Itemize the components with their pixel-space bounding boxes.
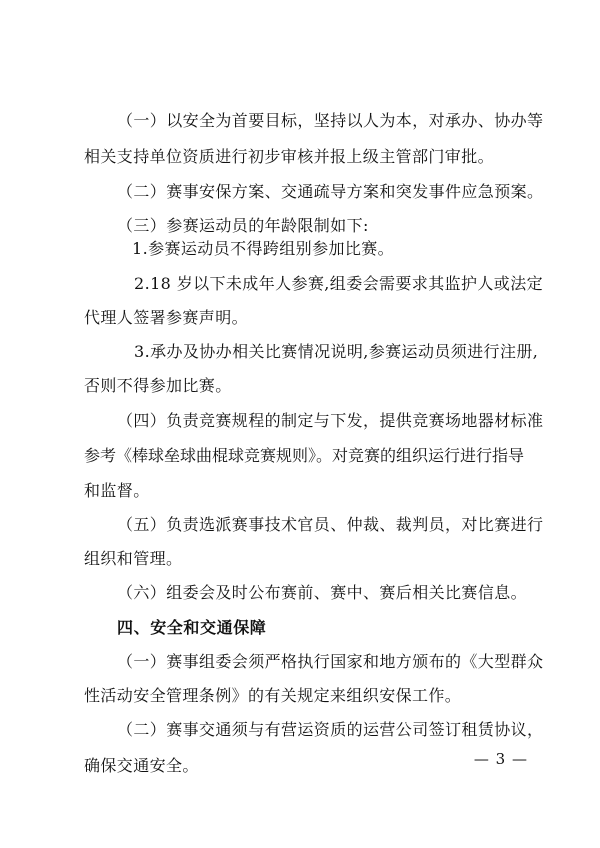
- paragraph-six-line-1: （六）组委会及时公布赛前、赛中、赛后相关比赛信息。: [117, 583, 528, 602]
- security-paragraph-line-2: 性活动安全管理条例》的有关规定来组织安保工作。: [84, 686, 462, 705]
- traffic-paragraph-line-1: （二）赛事交通须与有营运资质的运营公司签订租赁协议，: [117, 720, 544, 739]
- paragraph-four-line-1: （四）负责竞赛规程的制定与下发，提供竞赛场地器材标准: [117, 411, 544, 430]
- age-rule-3-line-2: 否则不得参加比赛。: [84, 376, 232, 395]
- paragraph-four-line-3: 和监督。: [84, 481, 150, 500]
- age-rule-1: 1.参赛运动员不得跨组别参加比赛。: [132, 239, 395, 258]
- paragraph-one-line-2: 相关支持单位资质进行初步审核并报上级主管部门审批。: [84, 147, 495, 166]
- age-rule-2-line-2: 代理人签署参赛声明。: [84, 308, 249, 327]
- paragraph-five-line-1: （五）负责选派赛事技术官员、仲裁、裁判员，对比赛进行: [117, 515, 544, 534]
- security-paragraph-line-1: （一）赛事组委会须严格执行国家和地方颁布的《大型群众: [117, 652, 544, 671]
- paragraph-four-line-2: 参考《棒球垒球曲棍球竞赛规则》。对竞赛的组织运行进行指导: [84, 446, 525, 465]
- paragraph-five-line-2: 组织和管理。: [84, 549, 183, 568]
- paragraph-one-line-1: （一）以安全为首要目标，坚持以人为本，对承办、协办等: [117, 111, 544, 130]
- age-rule-2-line-1: 2.18 岁以下未成年人参赛,组委会需要求其监护人或法定: [134, 274, 543, 293]
- age-rule-3-line-1: 3.承办及协办相关比赛情况说明,参赛运动员须进行注册,: [134, 342, 539, 361]
- paragraph-three-line-1: （三）参赛运动员的年龄限制如下:: [117, 216, 369, 235]
- section-heading: 四、安全和交通保障: [117, 618, 267, 637]
- page-number: — 3 —: [473, 750, 528, 768]
- traffic-paragraph-line-2: 确保交通安全。: [84, 756, 199, 775]
- paragraph-two-line-1: （二）赛事安保方案、交通疏导方案和突发事件应急预案。: [117, 182, 544, 201]
